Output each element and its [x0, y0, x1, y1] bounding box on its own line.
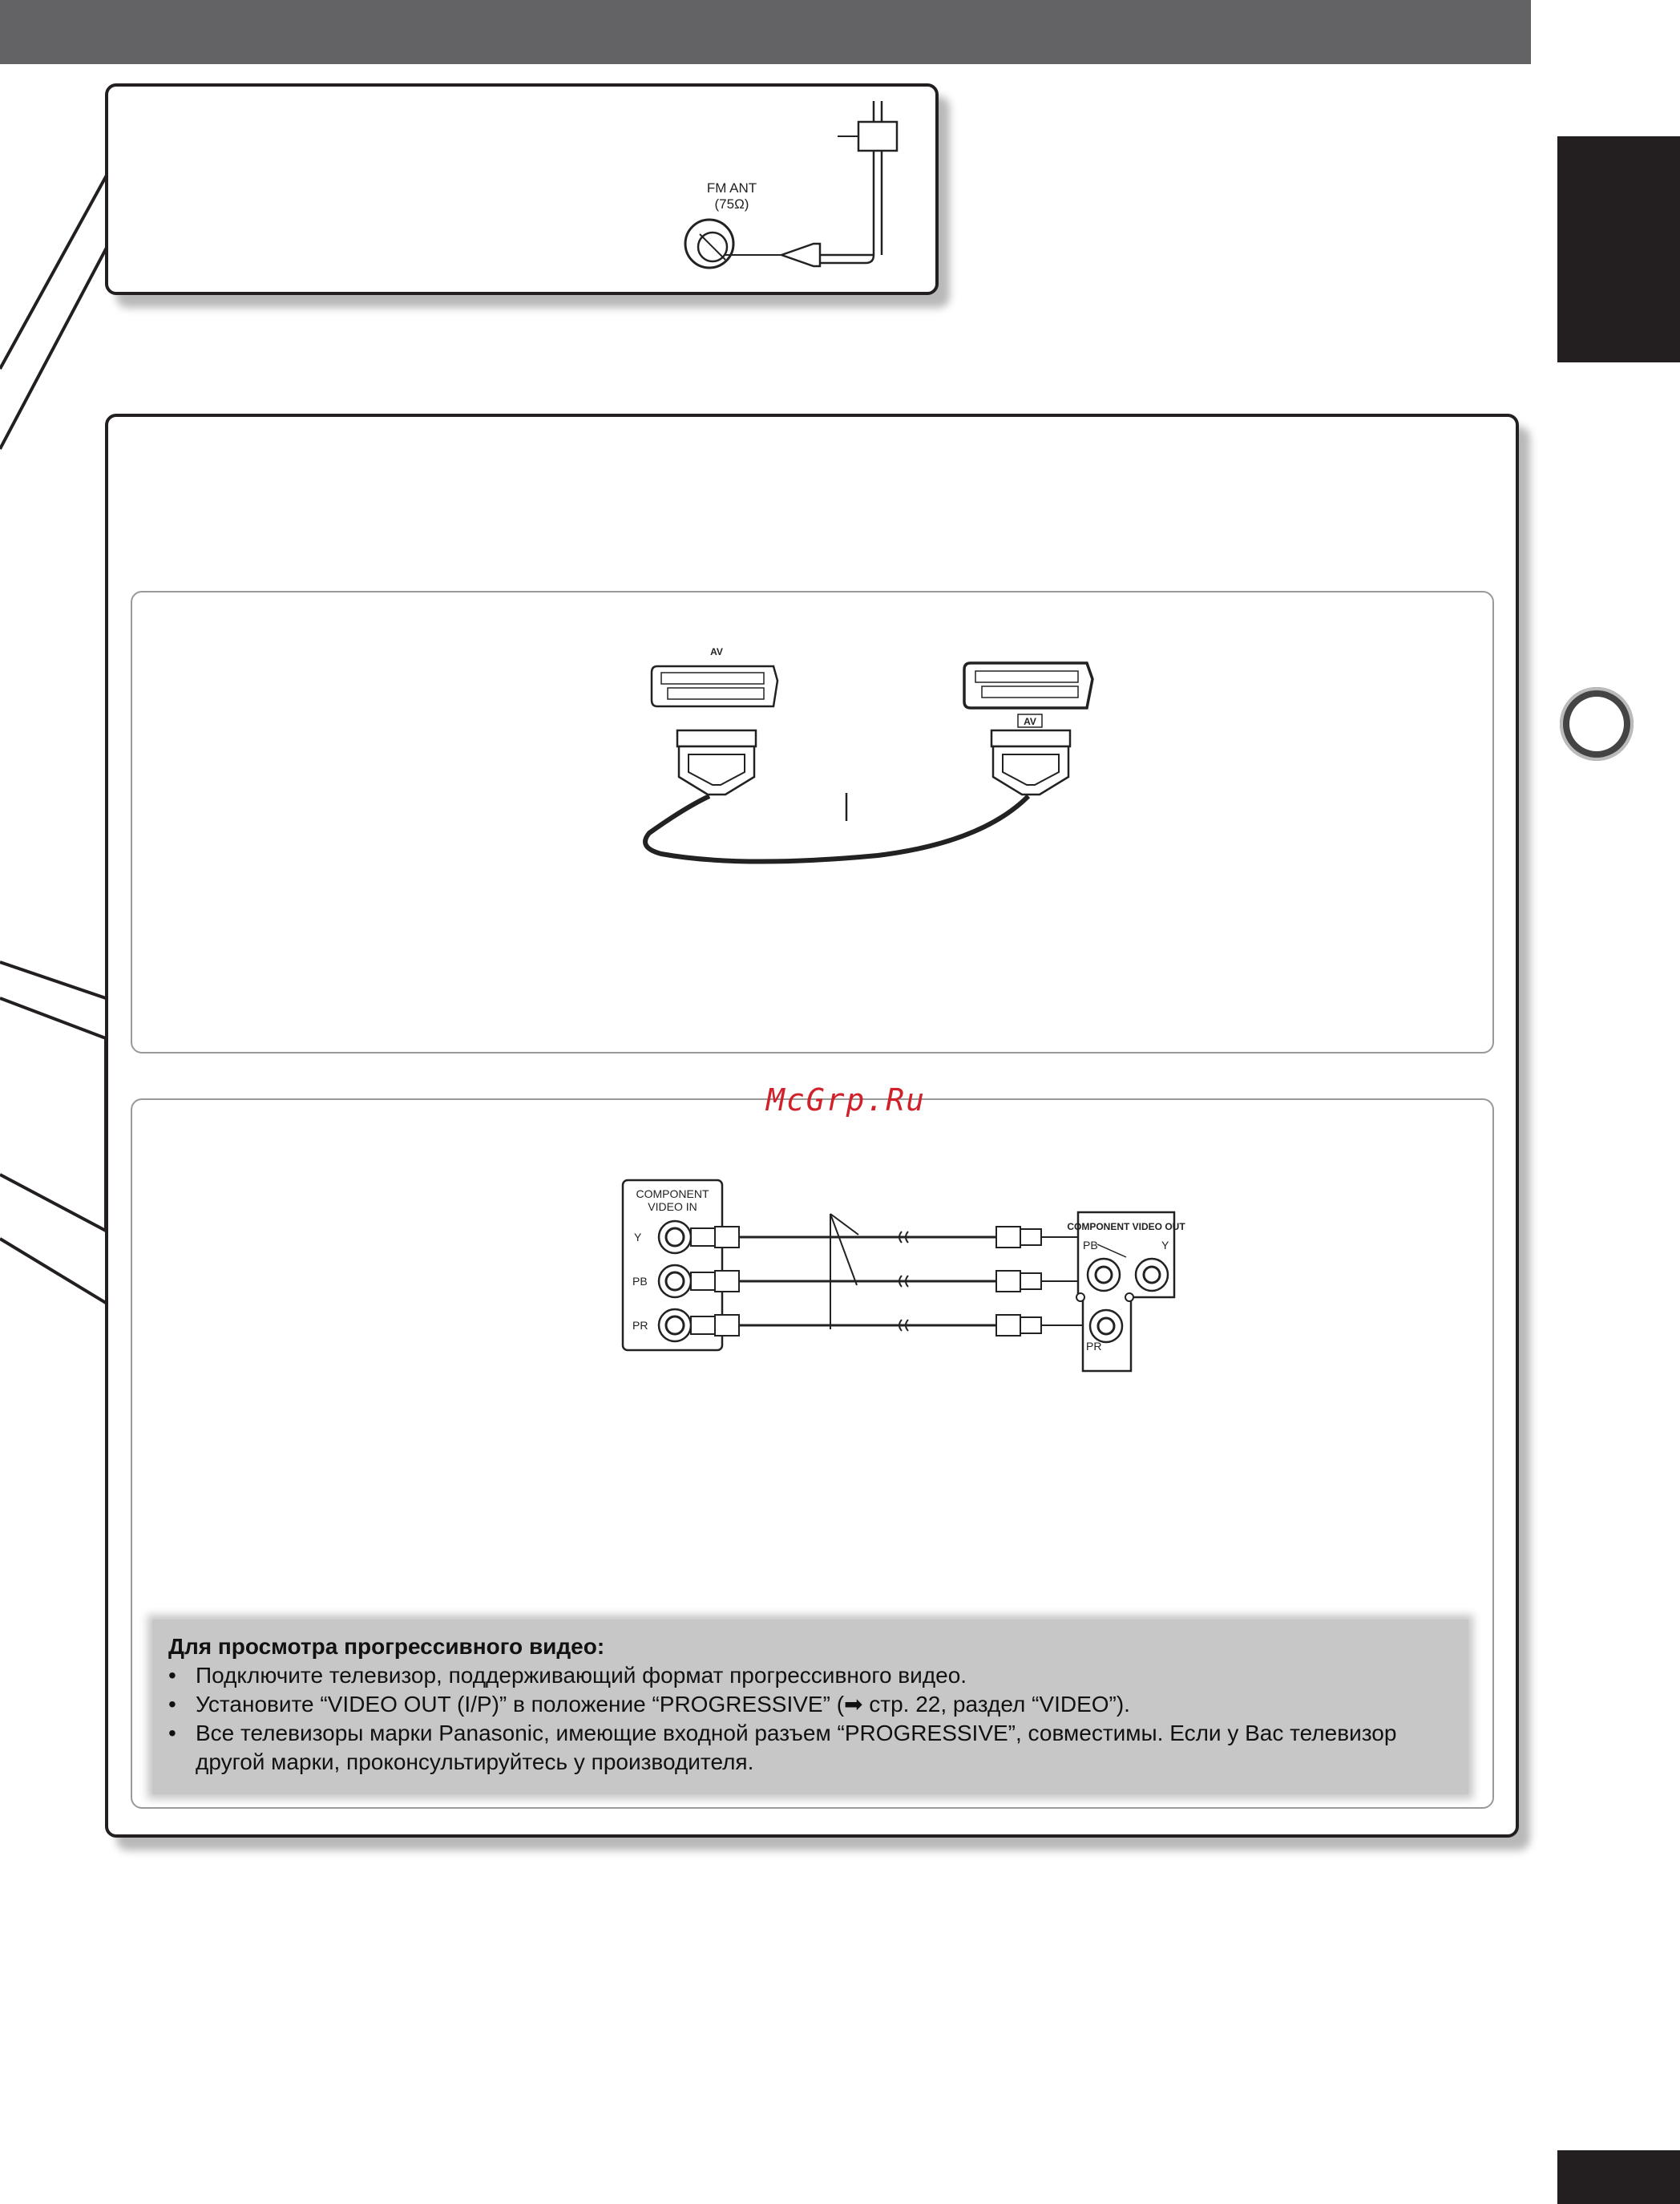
page-number-tab — [1557, 2150, 1680, 2204]
note-item: • Установите “VIDEO OUT (I/P)” в положение “PROGRESSIVE” (➡ стр. 22, раздел “VIDEO”). — [168, 1690, 1452, 1719]
antenna-cable — [820, 101, 897, 263]
disc-icon — [1560, 687, 1634, 761]
out-jack-y — [1136, 1259, 1168, 1291]
scart-left-label: AV — [710, 646, 723, 657]
scart-connection-box — [131, 591, 1494, 1053]
in-jack-y — [659, 1221, 691, 1253]
in-jack-pr — [659, 1309, 691, 1341]
side-section-tab — [1557, 136, 1680, 362]
fm-ant-impedance: (75Ω) — [714, 196, 749, 212]
in-port-label-pr: PR — [632, 1319, 648, 1332]
component-in-header-1: COMPONENT — [636, 1187, 709, 1200]
scart-socket-left — [652, 666, 777, 706]
in-port-label-y: Y — [634, 1231, 642, 1244]
watermark: McGrp.Ru — [766, 1082, 927, 1118]
out-jack-pr — [1090, 1310, 1122, 1342]
fm-antenna-diagram — [108, 87, 935, 292]
progressive-video-note — [152, 1620, 1468, 1794]
out-port-label-y: Y — [1161, 1239, 1169, 1252]
top-header-bar — [0, 0, 1531, 64]
fm-antenna-panel — [105, 83, 939, 295]
component-diagram — [132, 1100, 1492, 1629]
note-title: Для просмотра прогрессивного видео: — [168, 1634, 605, 1659]
scart-plug-right — [991, 730, 1070, 795]
component-in-header-2: VIDEO IN — [648, 1200, 697, 1213]
scart-right-label: AV — [1024, 716, 1036, 727]
scart-diagram — [132, 592, 1492, 1052]
scart-cable — [645, 796, 1028, 862]
component-out-header: COMPONENT VIDEO OUT — [1067, 1221, 1185, 1232]
note-list — [168, 1661, 1452, 1777]
component-cables — [691, 1214, 1094, 1336]
scart-socket-right — [964, 663, 1092, 708]
note-item: • Все телевизоры марки Panasonic, имеющие входной разъем “PROGRESSIVE”, совместимы. Если у Вас телевизор другой марки, проконсультируйтесь у производителя. — [168, 1719, 1452, 1777]
in-jack-pb — [659, 1265, 691, 1297]
scart-plug-left — [677, 730, 756, 795]
callout-lines — [0, 0, 112, 1323]
in-port-label-pb: PB — [632, 1275, 648, 1288]
fm-ant-label: FM ANT — [706, 180, 757, 196]
out-port-label-pb: PB — [1083, 1239, 1098, 1252]
out-port-label-pr: PR — [1086, 1340, 1102, 1353]
fm-antenna-socket — [685, 220, 733, 268]
note-item: • Подключите телевизор, поддерживающий формат прогрессивного видео. — [168, 1661, 1452, 1690]
out-jack-pb — [1088, 1259, 1120, 1291]
